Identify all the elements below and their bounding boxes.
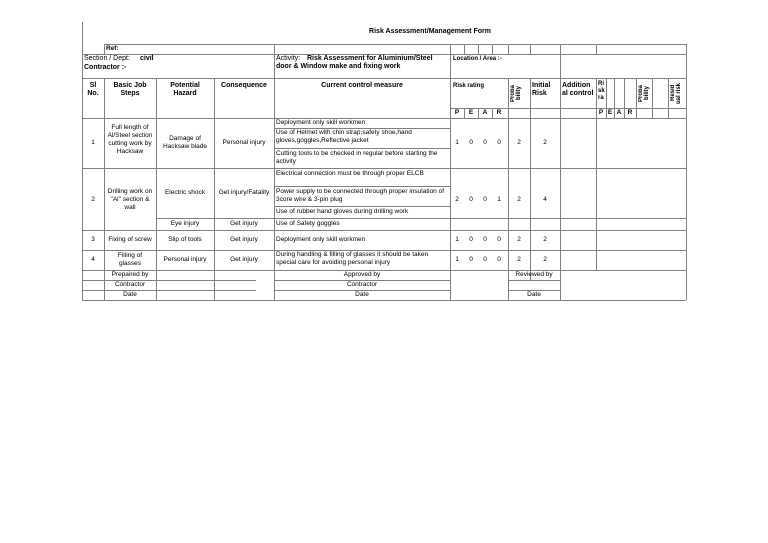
prepared-contractor-label: Contractor	[114, 281, 146, 288]
row2-hazard: Electric shock	[164, 189, 206, 196]
row2-step: Drilling work on "Al" section & wall	[107, 188, 153, 211]
row4-r: 0	[497, 256, 501, 263]
row3-probability: 2	[517, 236, 521, 243]
location-label: Location / Area :-	[453, 56, 502, 62]
col-a: A	[482, 109, 488, 116]
col-r-2: R	[627, 109, 633, 116]
col-e: E	[468, 109, 474, 116]
row3-a: 0	[483, 236, 487, 243]
row2-p: 2	[455, 196, 459, 203]
row3-control-1: Deployment only skill workmen	[276, 236, 366, 243]
row1-consequence: Personal injury	[222, 139, 266, 146]
row3-p: 1	[455, 236, 459, 243]
row4-probability: 2	[517, 256, 521, 263]
prepared-date-label: Date	[123, 291, 137, 298]
col-residual-risk: Resid ual risk	[670, 82, 682, 104]
approved-contractor-label: Contractor	[346, 281, 378, 288]
activity-label: Activity:	[276, 55, 301, 62]
row1-p: 1	[455, 139, 459, 146]
col-consequence: Consequence	[221, 82, 267, 89]
row2-e: 0	[469, 196, 473, 203]
col-r: R	[496, 109, 502, 116]
approved-date-label: Date	[355, 291, 369, 298]
col-initial-risk: Initial Risk	[532, 82, 551, 97]
row2-control-1: Electrical connection must be through proper ELCB	[276, 170, 424, 177]
reviewed-date-label: Date	[527, 291, 541, 298]
prepared-by-label: Prepaired by	[111, 271, 149, 278]
reviewed-by-label: Reviewed by	[515, 271, 553, 278]
row1-e: 0	[469, 139, 473, 146]
col-current-control: Current control measure	[321, 82, 403, 89]
row4-consequence: Get injury	[230, 256, 258, 263]
row2-consequence: Get injury/Fatality	[218, 189, 270, 196]
row4-initial-risk: 2	[543, 256, 547, 263]
row1-r: 0	[497, 139, 501, 146]
activity-value: Risk Assessment for Aluminium/Steel door & Window make and fixing work	[276, 55, 433, 70]
row4-control-1: During handling & filling of glasses it should be taken special care for avoiding personal injury	[276, 251, 429, 266]
ref-label: Ref:	[106, 45, 119, 52]
row4-e: 0	[469, 256, 473, 263]
row3-e: 0	[469, 236, 473, 243]
row1-control-2: Use of Helmet with chin strap,safety shoe,hand gloves,goggles,Reflective jacket	[276, 129, 412, 144]
form-title: Risk Assessment/Management Form	[369, 28, 491, 35]
row2-initial-risk: 4	[543, 196, 547, 203]
row2b-consequence: Get injury	[230, 220, 258, 227]
row3-sl: 3	[91, 236, 95, 243]
row2-a: 0	[483, 196, 487, 203]
row2-probability: 2	[517, 196, 521, 203]
row3-consequence: Get injury	[230, 236, 258, 243]
section-value: civil	[140, 55, 154, 62]
row1-step: Full length of Al/Steel section cutting work by Hacksaw	[107, 124, 153, 155]
row4-p: 1	[455, 256, 459, 263]
row3-step: Fixing of screw	[108, 236, 152, 243]
row2-control-2: Power supply to be connected through proper insulation of 3core wire & 3-pin plug	[276, 188, 445, 203]
col-additional-control: Addition al control	[562, 82, 594, 97]
col-potential-hazard: Potential Hazard	[170, 82, 200, 97]
row4-hazard: Personal injury	[163, 256, 207, 263]
row2-sl: 2	[91, 196, 95, 203]
row2-control-3: Use of rubber hand gloves during drilling work	[276, 208, 409, 215]
col-e-2: E	[607, 109, 613, 116]
contractor-label: Contractor :-	[84, 64, 127, 71]
row4-a: 0	[483, 256, 487, 263]
row1-sl: 1	[91, 139, 95, 146]
col-p-2: P	[598, 109, 604, 116]
row1-a: 0	[483, 139, 487, 146]
row1-probability: 2	[517, 139, 521, 146]
row1-control-3: Cutting tools to be checked in regular before starting the activity	[276, 150, 438, 165]
col-probability-2: Proba bility	[638, 84, 650, 102]
col-risk-rating: Risk rating	[453, 83, 485, 89]
col-risk-rating-short: Ri sk ra	[598, 81, 605, 101]
col-probability: Proba bility	[510, 84, 522, 102]
row2b-hazard: Eye injury	[170, 220, 200, 227]
row1-hazard: Damage of Hacksaw blade	[162, 135, 208, 150]
row1-initial-risk: 2	[543, 139, 547, 146]
row1-control-1: Deployment only skill workmen	[276, 119, 366, 126]
col-basic-job-steps: Basic Job Steps	[113, 82, 147, 97]
row2b-control-1: Use of Safety goggles	[276, 220, 340, 227]
col-a-2: A	[616, 109, 622, 116]
section-label: Section / Dept:	[84, 55, 130, 62]
row3-r: 0	[497, 236, 501, 243]
row3-hazard: Slip of tools	[168, 236, 202, 243]
approved-by-label: Approved by	[343, 271, 381, 278]
row3-initial-risk: 2	[543, 236, 547, 243]
row4-step: Filling of glasses	[117, 252, 143, 267]
col-p: P	[454, 109, 460, 116]
row4-sl: 4	[91, 256, 95, 263]
row2-r: 1	[497, 196, 501, 203]
col-sl-no: Sl No.	[87, 82, 99, 97]
